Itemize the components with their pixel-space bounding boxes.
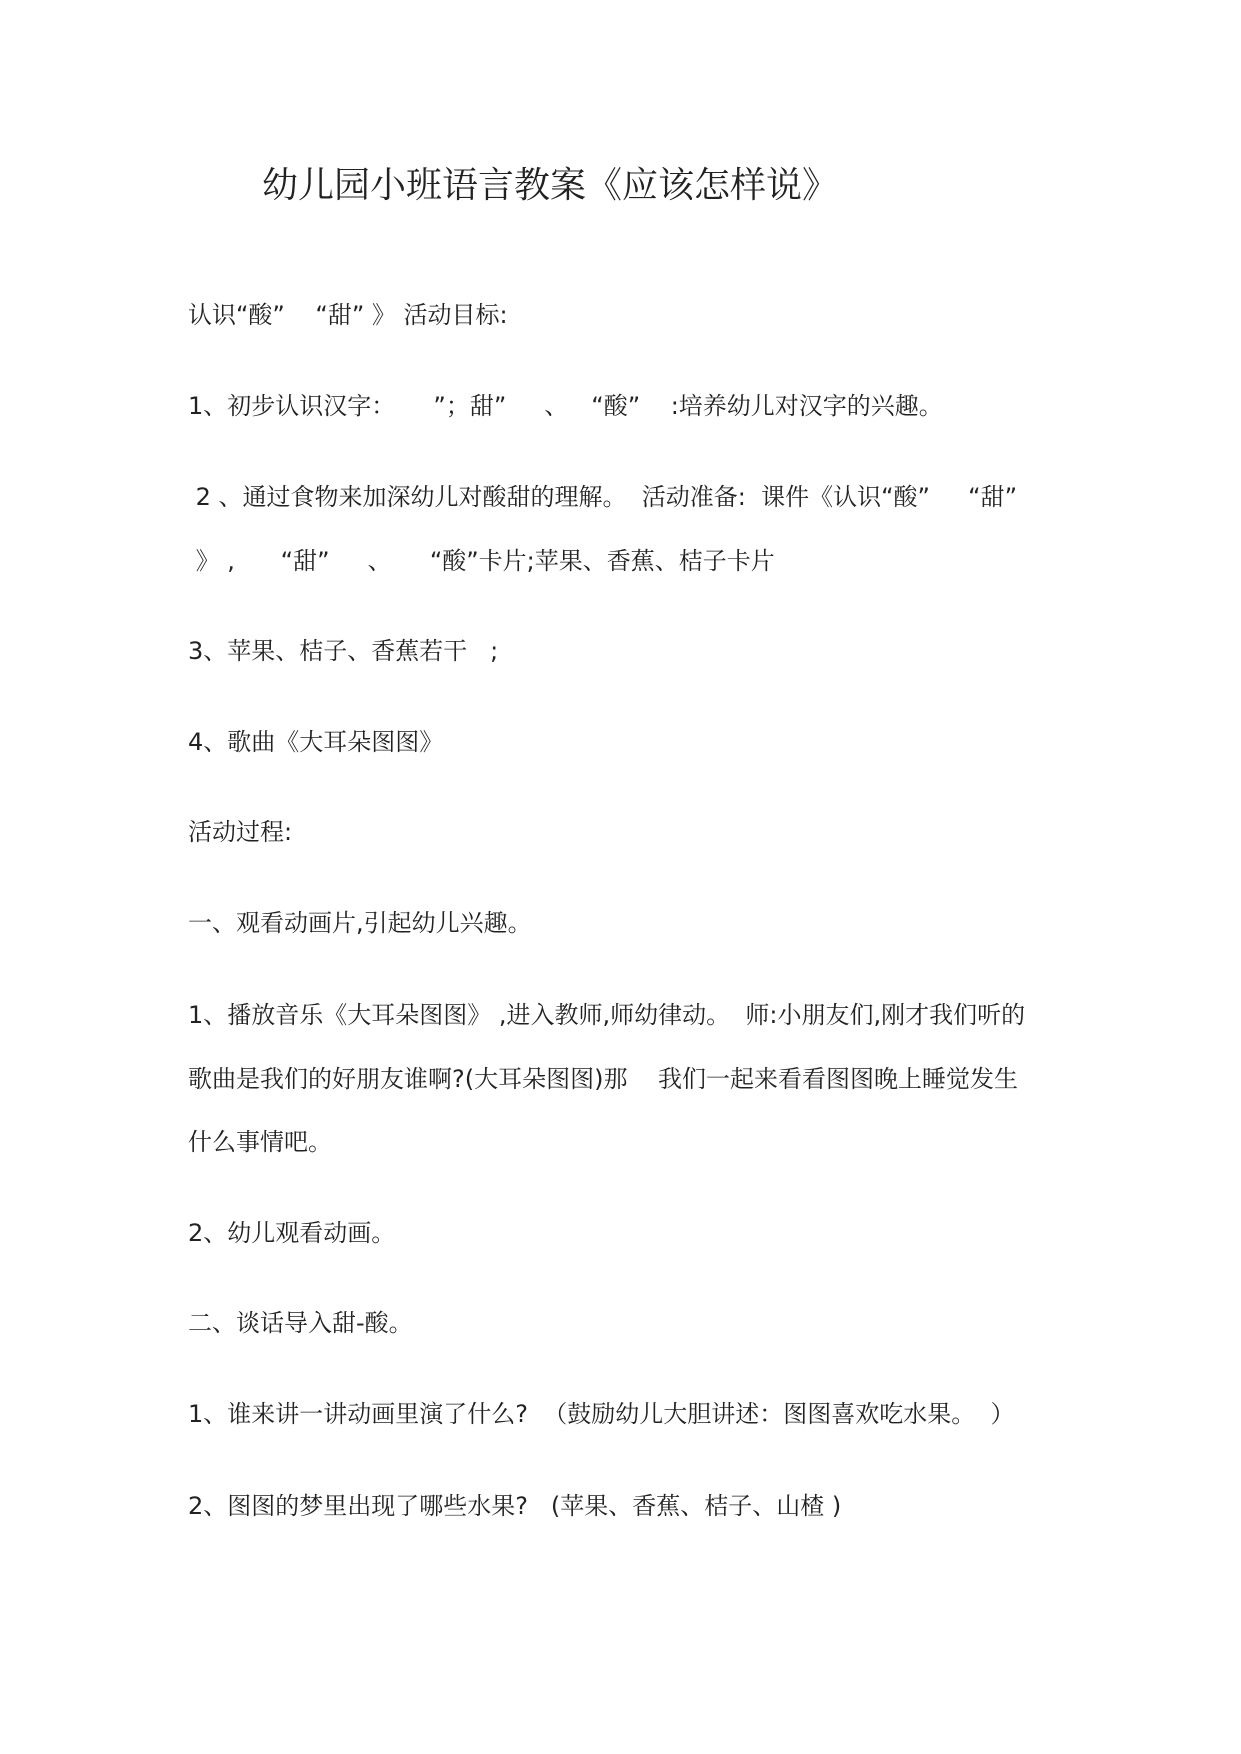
text-line: 认识“酸” “甜” 》 活动目标: — [188, 301, 508, 329]
text-line: 1、播放音乐《大耳朵图图》 ,进入教师,师幼律动。 师:小朋友们,刚才我们听的 — [188, 1001, 1026, 1029]
text-line: 1、谁来讲一讲动画里演了什么? （鼓励幼儿大胆讲述：图图喜欢吃水果。 ） — [188, 1400, 1015, 1428]
text-line: 一、观看动画片,引起幼儿兴趣。 — [188, 909, 532, 937]
text-line: 2 、通过食物来加深幼儿对酸甜的理解。 活动准备: 课件《认识“酸” “甜” — [188, 483, 1018, 511]
text-line: 歌曲是我们的好朋友谁啊?(大耳朵图图)那 我们一起来看看图图晚上睡觉发生 — [188, 1065, 1018, 1093]
text-line: 》 , “甜” 、 “酸”卡片;苹果、香蕉、桔子卡片 — [188, 547, 775, 575]
text-line: 2、图图的梦里出现了哪些水果? (苹果、香蕉、桔子、山楂 ) — [188, 1492, 842, 1520]
text-line: 4、歌曲《大耳朵图图》 — [188, 728, 444, 756]
document-title: 幼儿园小班语言教案《应该怎样说》 — [262, 165, 839, 206]
text-line: 什么事情吧。 — [188, 1128, 332, 1156]
text-line: 3、苹果、桔子、香蕉若干 ; — [188, 637, 499, 665]
text-line: 二、谈话导入甜-酸。 — [188, 1309, 413, 1337]
text-line: 2、幼儿观看动画。 — [188, 1219, 396, 1247]
text-line: 1、初步认识汉字： ”；甜” 、 “酸” :培养幼儿对汉字的兴趣。 — [188, 392, 943, 420]
text-line: 活动过程: — [188, 818, 293, 846]
